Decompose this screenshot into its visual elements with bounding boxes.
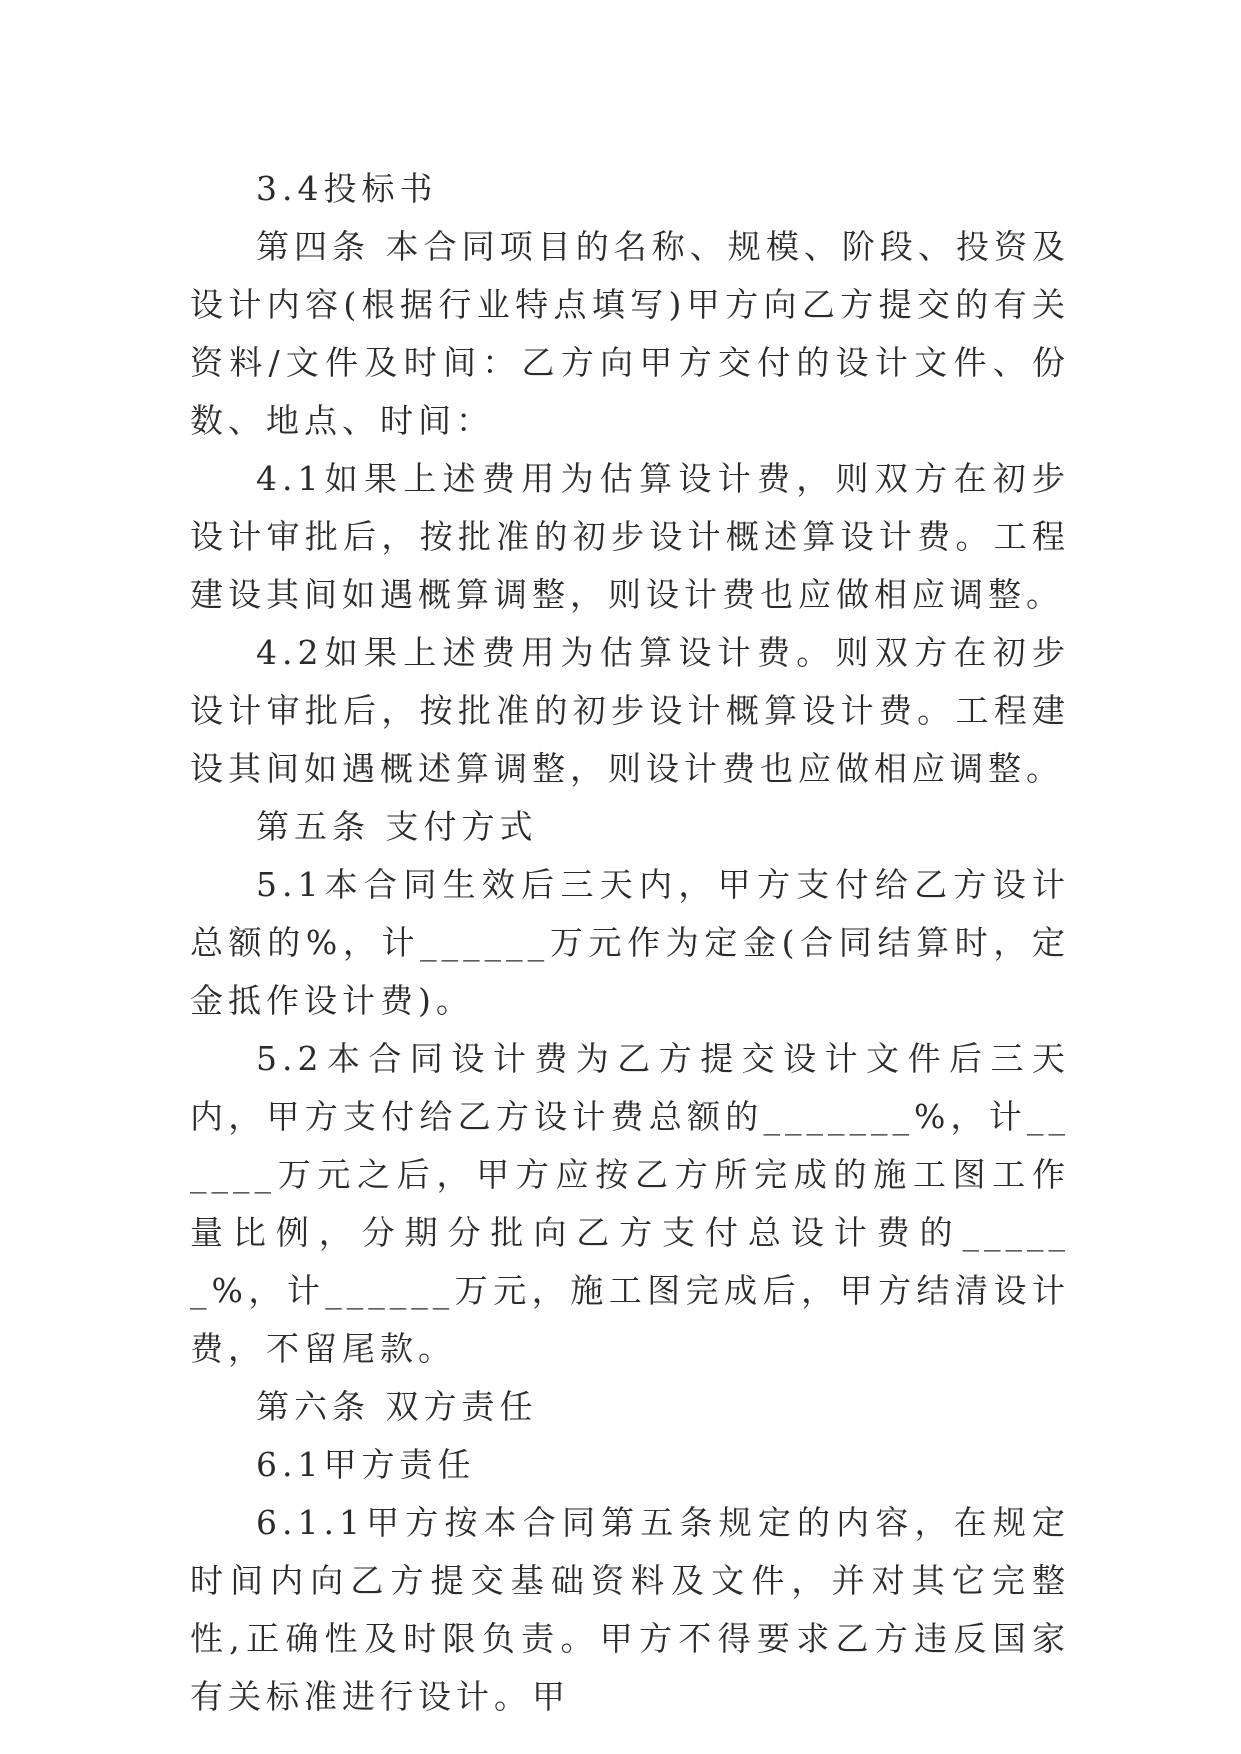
paragraph-6-1-1: 6.1.1甲方按本合同第五条规定的内容，在规定时间内向乙方提交基础资料及文件，并对其它完整性,正确性及时限负责。甲方不得要求乙方违反国家有关标准进行设计。甲 xyxy=(190,1503,1070,1716)
paragraph-4-2: 4.2如果上述费用为估算设计费。则双方在初步设计审批后，按批准的初步设计概算设计费。工程建设其间如遇概述算调整，则设计费也应做相应调整。 xyxy=(190,633,1070,788)
paragraph-3-4: 3.4投标书 xyxy=(256,169,438,208)
paragraph-article-5: 第五条 支付方式 xyxy=(256,807,538,846)
paragraph-4-1: 4.1如果上述费用为估算设计费，则双方在初步设计审批后，按批准的初步设计概述算设计费。工程建设其间如遇概算调整，则设计费也应做相应调整。 xyxy=(190,459,1070,614)
paragraph-article-6: 第六条 双方责任 xyxy=(256,1387,538,1426)
paragraph-5-1: 5.1本合同生效后三天内，甲方支付给乙方设计总额的%，计______万元作为定金(合同结算时，定金抵作设计费)。 xyxy=(190,865,1070,1020)
paragraph-article-4: 第四条 本合同项目的名称、规模、阶段、投资及设计内容(根据行业特点填写)甲方向乙方提交的有关资料/文件及时间：乙方向甲方交付的设计文件、份数、地点、时间： xyxy=(190,227,1070,440)
document-body xyxy=(190,160,1070,1726)
paragraph-6-1: 6.1甲方责任 xyxy=(256,1445,476,1484)
paragraph-5-2: 5.2本合同设计费为乙方提交设计文件后三天内，甲方支付给乙方设计费总额的_______%，计______万元之后，甲方应按乙方所完成的施工图工作量比例，分期分批向乙方支付总设计费的______%，计______万元，施工图完成后，甲方结清设计费，不留尾款。 xyxy=(190,1039,1070,1368)
